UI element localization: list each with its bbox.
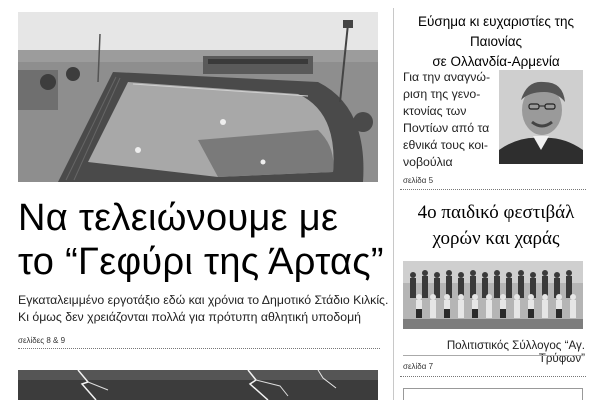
side-divider-1 [400,189,586,190]
side-story-1-text-line: κτονίας των [403,104,467,118]
side-story-1-text-line: ριση της γενο- [403,87,481,101]
side-story-1-text-line: Για την αναγνώ- [403,70,491,84]
side-story-1-title-line-1: Εύσημα κι ευχαριστίες της Παιονίας [418,14,574,49]
side-divider-2 [403,355,583,356]
side-story-2-title-line-1: 4ο παιδικό φεστιβάλ [417,202,575,223]
main-subheadline [18,292,390,326]
side-story-1-text [403,69,495,171]
dance-group-photo [403,261,583,329]
side-story-1-text-line: εθνικά τους κοι- [403,138,488,152]
stadium-photo [18,12,378,182]
side-story-2-title-line-2: χορών και χαράς [432,228,560,249]
lightning-illustration [18,370,378,400]
storm-photo [18,370,378,400]
side-story-1-page-ref[interactable]: σελίδα 5 [403,176,434,185]
headline-line-2: το “Γεφύρι της Άρτας” [18,241,384,283]
main-headline[interactable] [18,196,388,284]
side-divider-3 [400,376,586,377]
headline-line-1: Να τελειώνουμε με [18,197,339,239]
side-story-2-caption: Πολιτιστικός Σύλλογος “Αγ. Τρύφων” [446,339,585,365]
subheadline-line-2: Κι όμως δεν χρειάζονται πολλά για πρότυπη αθλητική υποδομή [18,310,362,324]
side-story-1-text-line: νοβούλια [403,155,453,169]
side-story-3-box [403,388,583,400]
main-page-ref[interactable]: σελίδες 8 & 9 [18,336,66,345]
stadium-illustration [18,12,378,182]
side-story-2-title[interactable] [398,200,594,252]
group-illustration [403,261,583,329]
side-story-1-title-line-2: σε Ολλανδία-Αρμενία [432,54,560,69]
portrait-photo [499,70,583,164]
side-story-1-title[interactable] [400,12,592,72]
subheadline-line-1: Εγκαταλειμμένο εργοτάξιο εδώ και χρόνια το Δημοτικό Στάδιο Κιλκίς. [18,293,389,307]
main-divider [18,348,380,349]
column-divider [393,8,394,400]
side-story-1-text-line: Ποντίων από τα [403,121,490,135]
side-story-2-page-ref[interactable]: σελίδα 7 [403,362,434,371]
man-portrait-illustration [499,70,583,164]
